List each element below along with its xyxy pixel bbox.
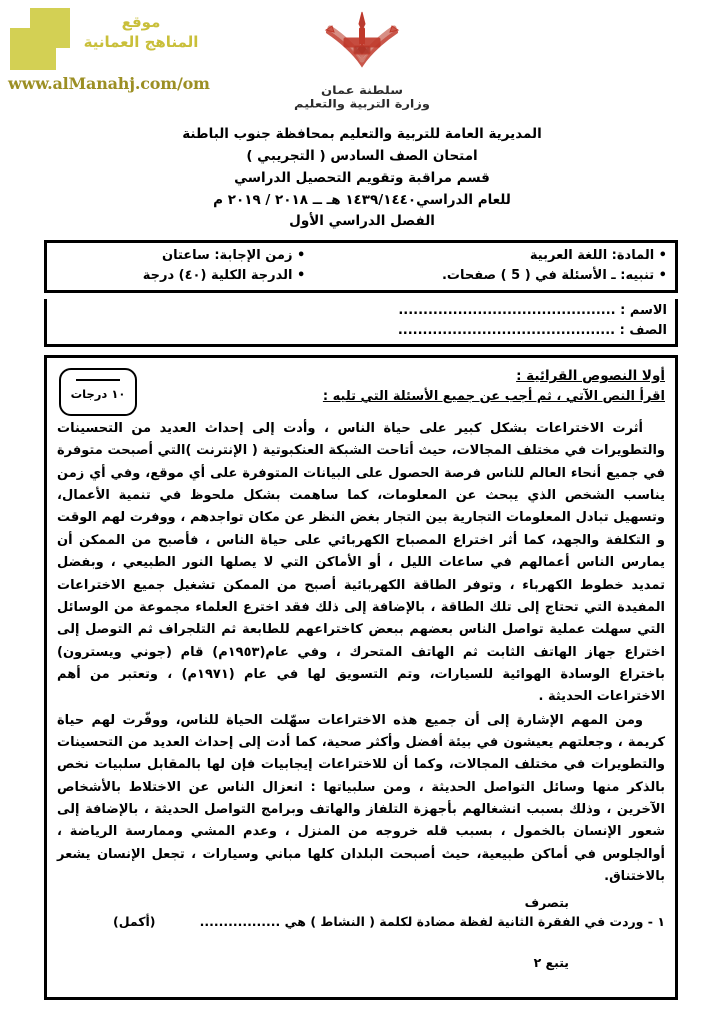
exam-info-table bbox=[44, 240, 678, 293]
section-title: أولا النصوص القرائية : bbox=[516, 368, 665, 384]
question-1-text: ١ - وردت في الفقرة الثانية لفظة مضادة لكلمة ( النشاط ) هي ................. bbox=[199, 913, 665, 929]
student-identity-block bbox=[44, 299, 678, 347]
question-1-hint: (أكمل) bbox=[113, 913, 156, 929]
student-class-label: الصف : bbox=[619, 322, 667, 338]
info-column-right bbox=[313, 243, 675, 290]
marks-rule bbox=[76, 379, 120, 381]
info-column-left bbox=[47, 243, 313, 290]
section-instruction: اقرأ النص الآتي ، ثم أجب عن جميع الأسئلة التي تليه : bbox=[322, 389, 665, 404]
info-total-marks: • الدرجة الكلية (٤٠) درجة bbox=[142, 268, 306, 284]
academic-year-line: للعام الدراسي١٤٣٩/١٤٤٠ هـ ــ ٢٠١٨ / ٢٠١٩ م bbox=[213, 191, 511, 208]
student-class-field[interactable] bbox=[55, 321, 667, 341]
ministry-emblem-block bbox=[0, 8, 724, 115]
watermark-url: www.alManahj.com/om bbox=[8, 74, 210, 93]
student-name-dots: ............................................ bbox=[398, 303, 616, 318]
passage-attribution: بتصرف bbox=[524, 894, 569, 910]
passage-paragraph-2: ومن المهم الإشارة إلى أن جميع هذه الاختراعات سهّلت الحياة للناس، ووفّرت لهم حياة كريمة ، وجعلتهم يعيشون في بيئة أفضل وأكثر صحية، كما أدت إلى إحداث العديد من التحسينات والتطويرات في مختلف المجالات، وكما أن للاختراعات إيجابيات فإن لها بالمقابل سلبيات نخص بالذكر منها وسائل التواصل الحديثة ، ومن سلبياتها : انعزال الناس عن الاختلاط بالأشخاص الآخرين ، وذلك بسبب انشغالهم بأجهزة التلفاز والهاتف وبرامج التواصل الحديثة ، بالإضافة إلى شعور الإنسان بالخمول ، بسبب قله خروجه من المنزل ، وعدم المشي وممارسة الرياضة ، أوالجلوس في أماكن طبيعية، حيث أصبحت البلدان كلها مباني وسيارات ، تجعل الإنسان يشعر بالاختناق. bbox=[57, 712, 665, 885]
passage-paragraph-1: أثرت الاختراعات بشكل كبير على حياة الناس ، وأدت إلى إحداث العديد من التحسينات والتطويرات في مختلف المجالات، حيث أتاحت الشبكة العنكبوتية ( الإنترنت )التي أصبحت متوفرة في جميع أنحاء العالم للناس فرصة الحصول على البيانات المتوفرة على أي موقع، وفي أي زمن يناسب الشخص الذي يبحث عن المعلومات، كما ساهمت بشكل ملحوظ في تنمية الأعمال، وتسهيل تبادل المعلومات التجارية بين التجار بغض النظر عن مكان تواجدهم ، ووفرت لهم الوقت و التكلفة والجهد، كما أثر اختراع المصباح الكهربائي على حياة الناس ، فأصبح من الممكن أن يمارس الناس أعمالهم في ساعات الليل ، أو الأماكن التي لا يصلها النور الطبيعي ، وبفضل تمديد خطوط الكهرباء ، وتوفر الطاقة الكهربائية أصبح من الممكن تشغيل جميع الاختراعات المفيدة التي تحتاج إلى تلك الطاقة ، بالإضافة إلى ذلك فقد اخترع العلماء مجموعة من الوسائل التي سهلت عملية تواصل الناس بعضهم ببعض كاختراعهم للطابعة ثم التلجراف ثم التوصل إلى اختراع جهاز الهاتف الثابت ثم الهاتف المتحرك ، وفي عام(١٩٥٣م) قام (جوني ويسترون) باختراع الوسادة الهوائية للسيارات، وتم التسويق لها في عام (١٩٧١م) ، وتعتبر من أهم الاختراعات الحديثة . bbox=[57, 421, 665, 705]
document-header bbox=[0, 124, 724, 233]
emblem-calligraphy-line-2: وزارة التربية والتعليم bbox=[294, 98, 430, 111]
watermark-line-1: موقع bbox=[121, 13, 161, 31]
student-name-field[interactable] bbox=[55, 301, 667, 321]
marks-value: ١٠ درجات bbox=[70, 387, 126, 401]
continuation-note: يتبع ٢ bbox=[533, 954, 569, 970]
question-1[interactable] bbox=[57, 914, 665, 929]
student-class-dots: ............................................ bbox=[397, 322, 616, 338]
marks-box bbox=[59, 368, 137, 416]
exam-title-line: امتحان الصف السادس ( التجريبي ) bbox=[246, 147, 478, 164]
emblem-calligraphy-line-1: سلطنة عمان bbox=[320, 84, 404, 98]
watermark-line-2: المناهج العمانية bbox=[83, 33, 199, 52]
emblem-calligraphy bbox=[0, 84, 724, 112]
oman-national-emblem-icon bbox=[310, 8, 414, 86]
semester-line: الفصل الدراسي الأول bbox=[289, 213, 435, 230]
info-note: • تنبيه: ـ الأسئلة في ( 5 ) صفحات. bbox=[441, 268, 667, 284]
student-name-label: الاسم : bbox=[620, 303, 667, 318]
directorate-line: المديرية العامة للتربية والتعليم بمحافظة جنوب الباطنة bbox=[182, 126, 542, 142]
info-subject: • المادة: اللغة العربية bbox=[529, 248, 667, 263]
exam-body bbox=[44, 355, 678, 1000]
department-line: قسم مراقبة وتقويم التحصيل الدراسي bbox=[234, 169, 490, 186]
reading-passage bbox=[57, 418, 665, 889]
info-duration: • زمن الإجابة: ساعتان bbox=[162, 248, 306, 263]
